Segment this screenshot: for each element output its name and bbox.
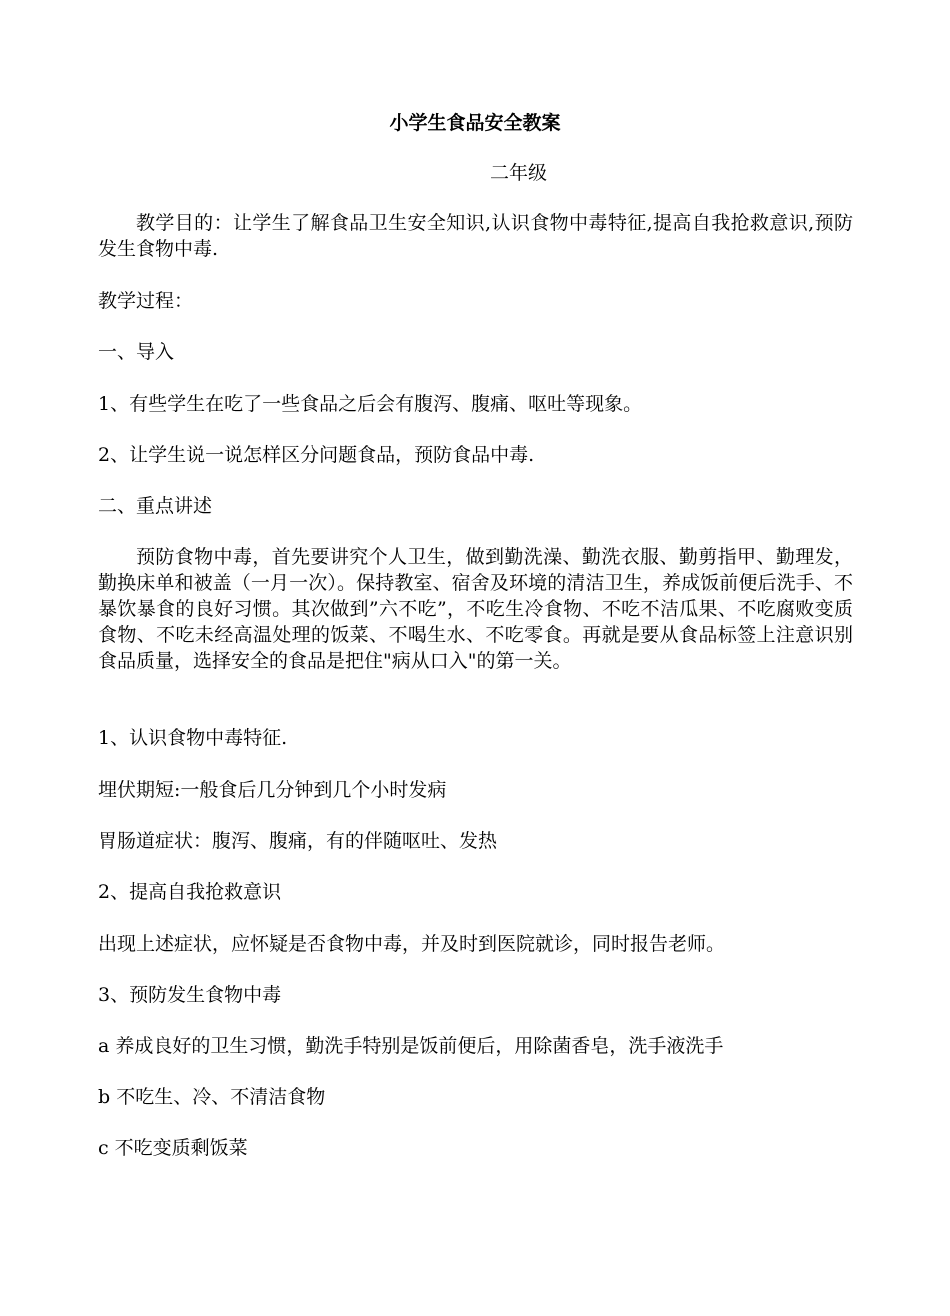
section-heading-intro: 一、导入 — [98, 341, 175, 363]
document-title: 小学生食品安全教案 — [389, 112, 561, 134]
prevention-item-a: a 养成良好的卫生习惯，勤洗手特别是饭前便后，用除菌香皂，洗手液洗手 — [98, 1035, 724, 1057]
teaching-objective-paragraph: 教学目的：让学生了解食品卫生安全知识,认识食物中毒特征,提高自我抢救意识,预防发生食物中毒. — [98, 212, 853, 260]
incubation-text: 埋伏期短:一般食后几分钟到几个小时发病 — [98, 779, 447, 801]
intro-item-2: 2、让学生说一说怎样区分问题食品，预防食品中毒. — [98, 444, 535, 466]
intro-item-1: 1、有些学生在吃了一些食品之后会有腹泻、腹痛、呕吐等现象。 — [98, 393, 643, 415]
symptoms-text: 胃肠道症状：腹泻、腹痛，有的伴随呕吐、发热 — [98, 830, 498, 852]
item-3-heading: 3、预防发生食物中毒 — [98, 984, 282, 1006]
self-rescue-text: 出现上述症状，应怀疑是否食物中毒，并及时到医院就诊，同时报告老师。 — [98, 933, 726, 955]
grade-label: 二年级 — [490, 162, 548, 184]
teaching-process-heading: 教学过程： — [98, 290, 194, 312]
item-1-heading: 1、认识食物中毒特征. — [98, 727, 288, 749]
prevention-item-b: b 不吃生、冷、不清洁食物 — [98, 1086, 326, 1108]
prevention-paragraph: 预防食物中毒，首先要讲究个人卫生，做到勤洗澡、勤洗衣服、勤剪指甲、勤理发，勤换床单和被盖（一月一次）。保持教室、宿舍及环境的清洁卫生，养成饭前便后洗手、不暴饮暴食的良好习惯。其次做到”六不吃”，不吃生冷食物、不吃不洁瓜果、不吃腐败变质食物、不吃未经高温处理的饭菜、不喝生水、不吃零食。再就是要从食品标签上注意识别食品质量，选择安全的食品是把住"病从口入"的第一关。 — [98, 546, 853, 672]
prevention-item-c: c 不吃变质剩饭菜 — [98, 1137, 248, 1159]
item-2-heading: 2、提高自我抢救意识 — [98, 881, 282, 903]
section-heading-key-points: 二、重点讲述 — [98, 495, 213, 517]
